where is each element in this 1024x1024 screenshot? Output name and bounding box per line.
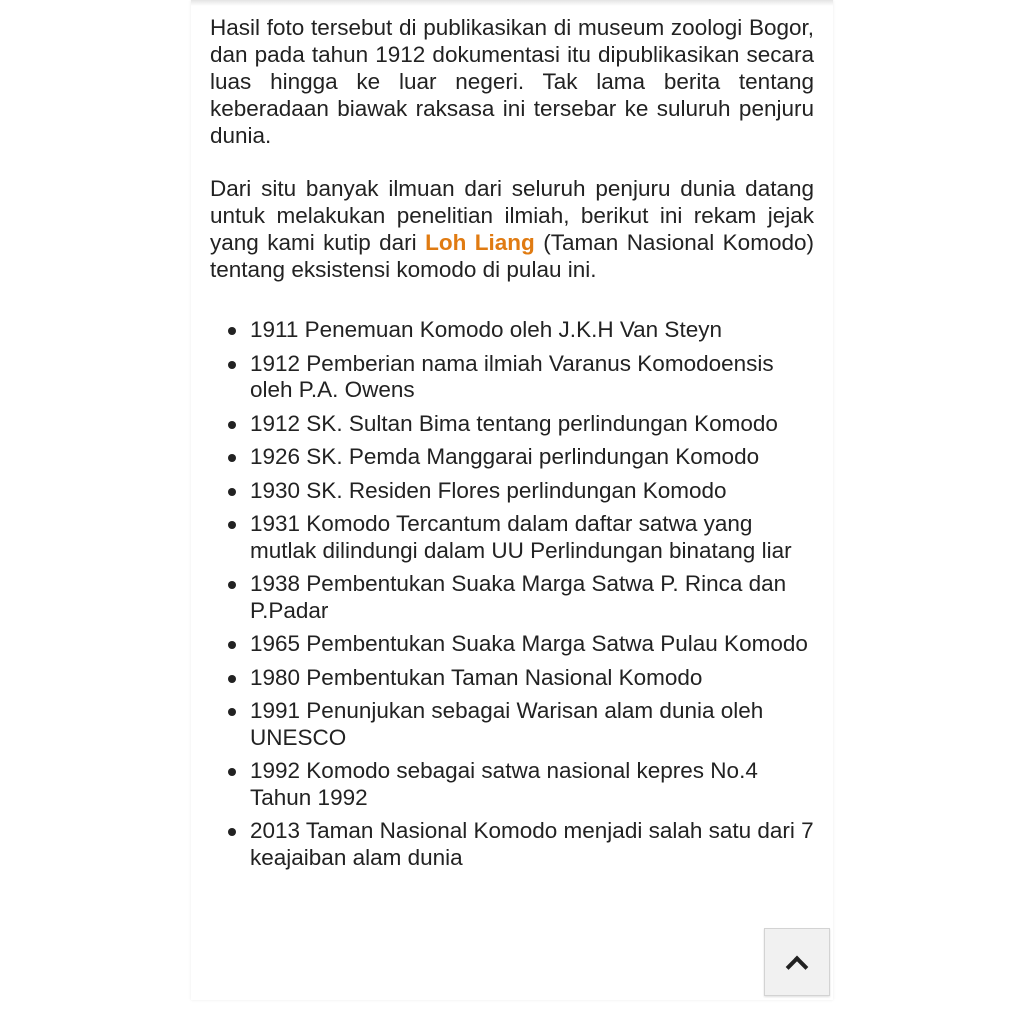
timeline-item [210,478,814,505]
timeline-item [210,511,814,564]
article-paragraph-1: Hasil foto tersebut di publikasikan di museum zoologi Bogor, dan pada tahun 1912 dokumentasi itu dipublikasikan secara luas hingga ke luar negeri. Tak lama berita tentang keberadaan biawak raksasa ini tersebar ke suluruh penjuru dunia. [210,15,814,148]
timeline-item [210,698,814,751]
timeline-item [210,571,814,624]
chevron-up-icon [786,956,809,979]
scroll-to-top-button[interactable] [764,928,830,996]
timeline-item-text: 1912 Pemberian nama ilmiah Varanus Komodoensis oleh P.A. Owens [250,350,774,402]
bullet-icon [228,581,236,589]
bullet-icon [228,708,236,716]
timeline-item-text: 1938 Pembentukan Suaka Marga Satwa P. Rinca dan P.Padar [250,571,787,623]
article-page [191,0,833,1000]
timeline-item-text: 1911 Penemuan Komodo oleh J.K.H Van Steyn [250,317,722,342]
article-content [210,14,814,878]
timeline-item [210,758,814,811]
timeline-item-text: 1931 Komodo Tercantum dalam daftar satwa yang mutlak dilindungi dalam UU Perlindungan binatang liar [250,511,792,563]
paragraph-2-text-after: (Taman Nasional Komodo) tentang eksistensi komodo di pulau ini. [210,230,814,282]
timeline-item-text: 1930 SK. Residen Flores perlindungan Komodo [250,477,727,503]
bullet-icon [228,768,236,776]
article-paragraph-2 [210,175,814,283]
bullet-icon [228,641,236,649]
top-shadow-bar [191,0,833,6]
timeline-item-text: 1912 SK. Sultan Bima tentang perlindungan Komodo [250,410,778,436]
bullet-icon [228,421,236,429]
timeline-item [210,411,814,438]
timeline-item-text: 1965 Pembentukan Suaka Marga Satwa Pulau Komodo [250,631,808,656]
bullet-icon [228,675,236,683]
bullet-icon [228,521,236,529]
timeline-item [210,631,814,658]
bullet-icon [228,828,236,836]
paragraph-2-text-before: Dari situ banyak ilmuan dari seluruh penjuru dunia datang untuk melakukan penelitian ilmiah, berikut ini rekam jejak yang kami kutip dari [210,176,814,255]
timeline-item [210,444,814,471]
timeline-item-text: 1992 Komodo sebagai satwa nasional kepres No.4 Tahun 1992 [250,758,758,810]
timeline-list [210,317,814,871]
bullet-icon [228,361,236,369]
timeline-item-text: 1991 Penunjukan sebagai Warisan alam dunia oleh UNESCO [250,698,764,750]
timeline-item [210,818,814,871]
timeline-item-text: 1980 Pembentukan Taman Nasional Komodo [250,664,703,690]
timeline-item-text: 1926 SK. Pemda Manggarai perlindungan Komodo [250,444,760,469]
timeline-item-text: 2013 Taman Nasional Komodo menjadi salah satu dari 7 keajaiban alam dunia [250,818,814,870]
timeline-item [210,665,814,692]
loh-liang-link[interactable]: Loh Liang [425,230,535,255]
timeline-item [210,317,814,344]
bullet-icon [228,488,236,496]
bullet-icon [228,454,236,462]
timeline-item [210,351,814,404]
bullet-icon [228,327,236,335]
